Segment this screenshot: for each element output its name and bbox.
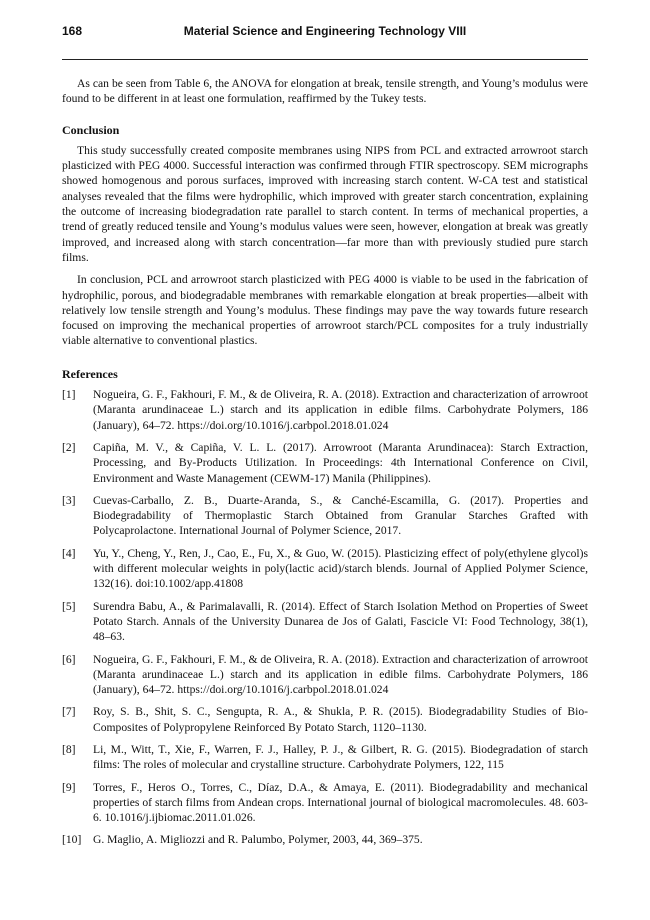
reference-item <box>62 546 588 592</box>
reference-text: Cuevas-Carballo, Z. B., Duarte-Aranda, S., & Canché-Escamilla, G. (2017). Properties and Biodegradability of Thermoplastic Starch Obtained from Granular Starches Grafted with Polycaprolactone. International Journal of Polymer Science, 2017. <box>93 493 588 538</box>
page-header <box>62 24 588 42</box>
reference-number: [1] <box>62 388 76 402</box>
conclusion-paragraph: In conclusion, PCL and arrowroot starch plasticized with PEG 4000 is viable to be used in the fabrication of hydrophilic, porous, and biodegradable membranes with remarkable elongation at break properties—albeit with relatively low tensile strength and Young’s modulus. These findings may pave the way towards future research focused on improving the mechanical properties of arrowroot starch/PCL composites for a truly industrially viable alternative to conventional plastics. <box>62 273 588 348</box>
journal-title: Material Science and Engineering Technology VIII <box>183 24 467 38</box>
reference-number: [8] <box>62 742 76 756</box>
reference-number: [9] <box>62 780 76 794</box>
conclusion-paragraph: This study successfully created composite membranes using NIPS from PCL and extracted arrowroot starch plasticized with PEG 4000. Successful interaction was confirmed through FTIR spectroscopy. SEM micrographs showed homogenous and porous surfaces, improved with increasing starch content. W-CA test and statistical analyses revealed that the films were hydrophilic, which improved with greater starch concentration, explaining the outcome of increasing biodegradation rate parallel to starch content. In terms of mechanical properties, a trend of greatly reduced tensile and Young’s modulus values were seen, however, elongation at break was greatly improved, and increased along with starch concentration—far more than with previously studied pure starch films. <box>62 143 588 264</box>
reference-text: Li, M., Witt, T., Xie, F., Warren, F. J., Halley, P. J., & Gilbert, R. G. (2015). Biodegradation of starch films: The roles of molecular and crystalline structure. Carbohydrate Polymers, 122, 115 <box>93 742 588 772</box>
reference-list <box>62 387 588 848</box>
reference-item <box>62 652 588 698</box>
reference-number: [5] <box>62 599 76 613</box>
reference-text: Yu, Y., Cheng, Y., Ren, J., Cao, E., Fu, X., & Guo, W. (2015). Plasticizing effect of poly(ethylene glycol)s with different molecular weights in poly(lactic acid)/starch blends. Journal of Applied Polymer Science, 132(16). doi:10.1002/app.41808 <box>93 546 588 591</box>
reference-item <box>62 493 588 539</box>
reference-text: Roy, S. B., Shit, S. C., Sengupta, R. A., & Shukla, P. R. (2015). Biodegradability Studies of Bio-Composites of Polypropylene Reinforced By Potato Starch, 1120–1130. <box>93 705 588 734</box>
reference-number: [6] <box>62 652 76 666</box>
reference-item <box>62 742 588 773</box>
reference-item <box>62 780 588 826</box>
reference-number: [2] <box>62 440 76 454</box>
reference-item <box>62 440 588 486</box>
references-heading: References <box>62 366 118 381</box>
reference-text: Capiña, M. V., & Capiña, V. L. L. (2017). Arrowroot (Maranta Arundinacea): Starch Extraction, Processing, and By-Products Utilization. In Proceedings: 4th International Conference on Civil, Environment and Waste Management (CEWM-17) Manila (Philippines). <box>93 440 588 485</box>
reference-item <box>62 704 588 735</box>
reference-number: [4] <box>62 546 76 560</box>
reference-text: Surendra Babu, A., & Parimalavalli, R. (2014). Effect of Starch Isolation Method on Properties of Sweet Potato Starch. Annals of the University Dunarea de Jos of Galati, Fascicle VI: Food Technology, 38(1), 48–63. <box>93 599 588 644</box>
reference-text: Torres, F., Heros O., Torres, C., Díaz, D.A., & Amaya, E. (2011). Biodegradability and mechanical properties of starch films from Andean crops. International journal of biological macromolecules. 48. 603-6. 10.1016/j.ijbiomac.2011.01.026. <box>93 780 588 825</box>
reference-item <box>62 387 588 433</box>
reference-item <box>62 832 588 847</box>
reference-number: [7] <box>62 705 76 719</box>
reference-text: Nogueira, G. F., Fakhouri, F. M., & de Oliveira, R. A. (2018). Extraction and characterization of arrowroot (Maranta arundinaceae L.) starch and its application in edible films. Carbohydrate Polymers, 186 (January), 64–72. https://doi.org/10.1016/j.carbpol.2018.01.024 <box>93 652 588 697</box>
reference-text: G. Maglio, A. Migliozzi and R. Palumbo, Polymer, 2003, 44, 369–375. <box>93 833 423 847</box>
page-body <box>62 76 588 855</box>
reference-text: Nogueira, G. F., Fakhouri, F. M., & de Oliveira, R. A. (2018). Extraction and characterization of arrowroot (Maranta arundinaceae L.) starch and its application in edible films. Carbohydrate Polymers, 186 (January), 64–72. https://doi.org/10.1016/j.carbpol.2018.01.024 <box>93 388 588 432</box>
reference-number: [3] <box>62 493 76 507</box>
conclusion-heading: Conclusion <box>62 122 120 137</box>
page-number: 168 <box>62 24 83 38</box>
header-rule <box>62 59 588 60</box>
intro-paragraph: As can be seen from Table 6, the ANOVA for elongation at break, tensile strength, and Young’s modulus were found to be different in at least one formulation, reaffirmed by the Tukey tests. <box>62 77 588 106</box>
reference-item <box>62 599 588 645</box>
reference-number: [10] <box>62 833 82 847</box>
